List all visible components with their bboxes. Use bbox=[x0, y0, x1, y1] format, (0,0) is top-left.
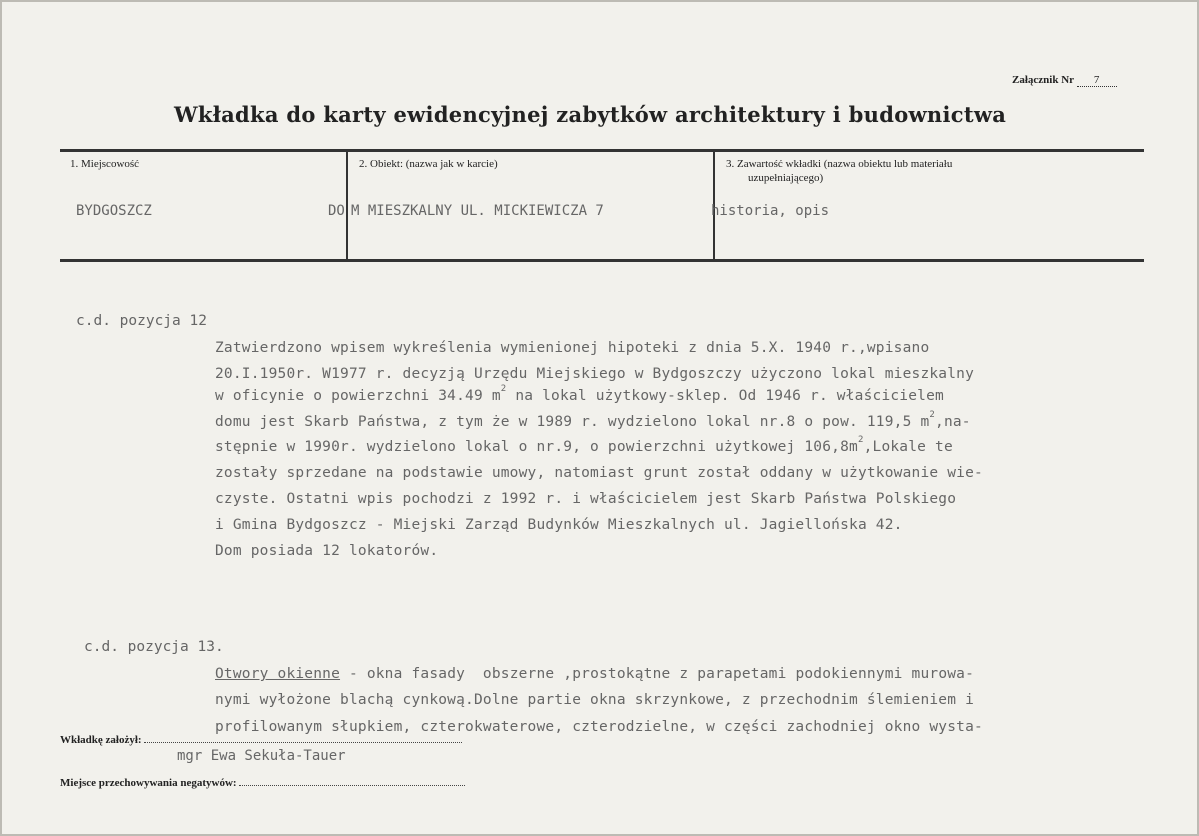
inserted-by-label: Wkładkę założył: bbox=[60, 734, 142, 746]
section-12-text: ,Lokale te bbox=[863, 439, 953, 455]
section-12-line: 20.I.1950r. W1977 r. decyzją Urzędu Miejskiego w Bydgoszczy użyczono lokal mieszkalny bbox=[215, 366, 975, 382]
superscript: 2 bbox=[500, 384, 507, 394]
place-value: BYDGOSZCZ bbox=[76, 203, 152, 219]
section-12-text: ,na- bbox=[935, 414, 971, 430]
negatives-location-field bbox=[60, 775, 465, 789]
header-content bbox=[726, 157, 952, 185]
section-12-label: c.d. pozycja 12 bbox=[76, 313, 207, 329]
header-top-rule bbox=[60, 149, 1144, 152]
section-12-line: Zatwierdzono wpisem wykreślenia wymienionej hipoteki z dnia 5.X. 1940 r.,wpisano bbox=[215, 340, 930, 356]
section-12-line bbox=[215, 435, 953, 455]
header-object: 2. Obiekt: (nazwa jak w karcie) bbox=[359, 158, 498, 170]
header-content-line2: uzupełniającego) bbox=[748, 172, 824, 184]
section-13-text: - okna fasady obszerne ,prostokątne z parapetami podokiennymi murowa- bbox=[340, 666, 975, 682]
annex-number bbox=[1012, 74, 1117, 87]
superscript: 2 bbox=[929, 410, 936, 420]
section-12-text: domu jest Skarb Państwa, z tym że w 1989 r. wydzielono lokal nr.8 o pow. 119,5 m bbox=[215, 414, 930, 430]
inserted-by-dotted-line bbox=[144, 732, 462, 743]
header-place: 1. Miejscowość bbox=[70, 158, 140, 170]
negatives-dotted-line bbox=[239, 775, 465, 786]
section-12-text: stępnie w 1990r. wydzielono lokal o nr.9, o powierzchni użytkowej 106,8m bbox=[215, 439, 858, 455]
inserted-by-field bbox=[60, 732, 462, 746]
section-13-line: profilowanym słupkiem, czterokwaterowe, czterodzielne, w części zachodniej okno wysta- bbox=[215, 719, 983, 735]
section-12-line: Dom posiada 12 lokatorów. bbox=[215, 543, 439, 559]
section-13-line: nymi wyłożone blachą cynkową.Dolne partie okna skrzynkowe, z przechodnim ślemieniem i bbox=[215, 692, 975, 708]
annex-value: 7 bbox=[1077, 74, 1117, 87]
section-13-label: c.d. pozycja 13. bbox=[84, 639, 224, 655]
section-13-line bbox=[215, 666, 974, 682]
section-12-line bbox=[215, 410, 971, 430]
section-12-text: w oficynie o powierzchni 34.49 m bbox=[215, 388, 501, 404]
superscript: 2 bbox=[857, 435, 864, 445]
section-12-line: czyste. Ostatni wpis pochodzi z 1992 r. i właścicielem jest Skarb Państwa Polskiego bbox=[215, 491, 957, 507]
column-divider-1 bbox=[346, 152, 348, 259]
underlined-heading: Otwory okienne bbox=[215, 666, 341, 682]
form-title: Wkładka do karty ewidencyjnej zabytków architektury i budownictwa bbox=[174, 102, 1007, 127]
content-value: historia, opis bbox=[711, 203, 830, 219]
author-name: mgr Ewa Sekuła-Tauer bbox=[177, 748, 346, 764]
section-12-line: zostały sprzedane na podstawie umowy, natomiast grunt został oddany w użytkowanie wie- bbox=[215, 465, 983, 481]
header-bottom-rule bbox=[60, 259, 1144, 262]
section-12-text: na lokal użytkowy-sklep. Od 1946 r. właścicielem bbox=[515, 388, 944, 404]
section-12-line bbox=[215, 384, 944, 404]
object-value-start: DO bbox=[328, 203, 345, 219]
object-value: M MIESZKALNY UL. MICKIEWICZA 7 bbox=[351, 203, 604, 219]
annex-label: Załącznik Nr bbox=[1012, 74, 1074, 86]
header-content-line1: 3. Zawartość wkładki (nazwa obiektu lub materiału bbox=[726, 158, 953, 170]
section-12-line: i Gmina Bydgoszcz - Miejski Zarząd Budynków Mieszkalnych ul. Jagiellońska 42. bbox=[215, 517, 903, 533]
negatives-label: Miejsce przechowywania negatywów: bbox=[60, 777, 237, 789]
